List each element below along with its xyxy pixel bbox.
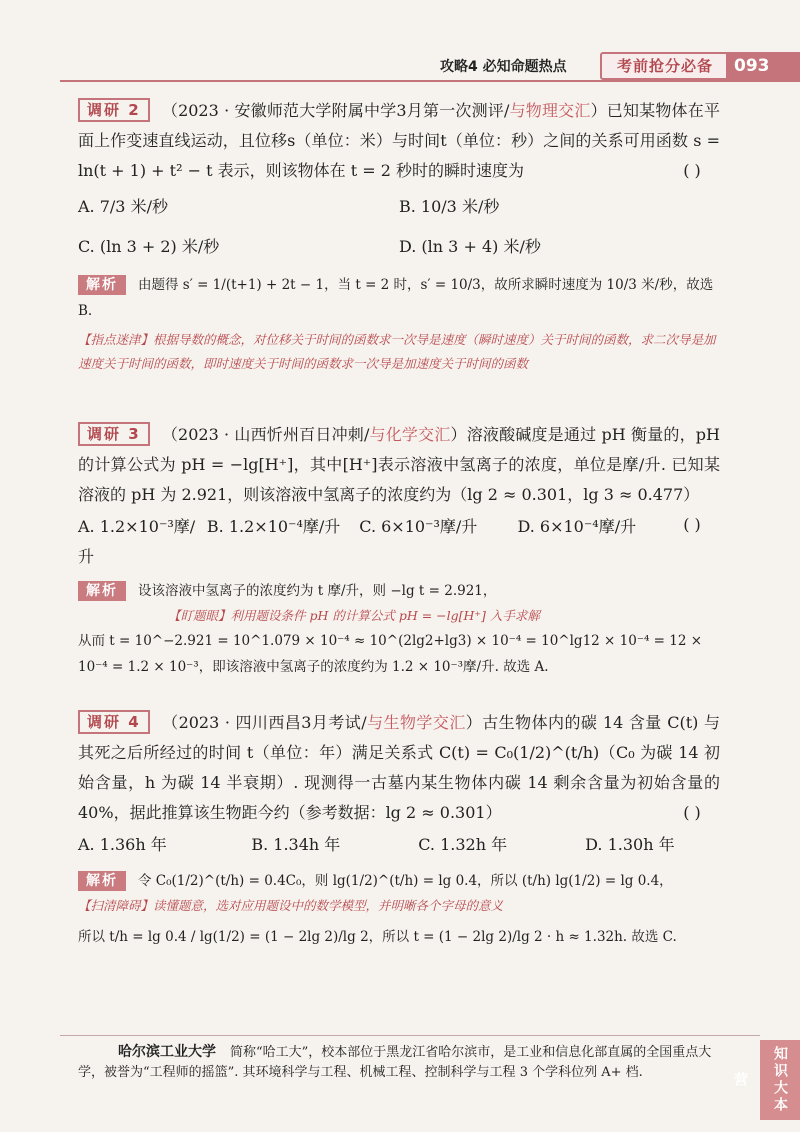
- question-4-solution-1: 解析 令 C₀(1/2)^(t/h) = 0.4C₀，则 lg(1/2)^(t/h) = lg 0.4，所以 (t/h) lg(1/2) = lg 0.4，: [78, 868, 720, 894]
- analysis-badge: 解析: [78, 275, 126, 295]
- answer-paren: ( ): [683, 803, 701, 822]
- question-4-note: 【扫清障碍】读懂题意，选对应用题设中的数学模型，并明晰各个字母的意义: [78, 898, 504, 913]
- option-c: C. 1.32h 年: [418, 835, 508, 854]
- option-d: D. (ln 3 + 4) 米/秒: [399, 237, 541, 256]
- question-2: [78, 96, 720, 376]
- strategy-title: 攻略4 必知命题热点: [440, 59, 567, 75]
- option-a: A. 7/3 米/秒: [78, 197, 168, 216]
- option-a: A. 1.36h 年: [78, 835, 167, 854]
- question-2-text: 调研 2 （2023 · 安徽师范大学附属中学3月第一次测评/与物理交汇）已知某物体在平面上作变速直线运动，且位移s（单位：米）与时间t（单位：秒）之间的关系可用函数 s = ln(t + 1) + t² − t 表示，则该物体在 t = 2 秒时的瞬时速度为 ( ): [78, 96, 720, 186]
- answer-paren: ( ): [683, 161, 701, 180]
- option-d: D. 6×10⁻⁴摩/升: [517, 517, 637, 536]
- option-c: C. 6×10⁻³摩/升: [359, 517, 478, 536]
- answer-paren: ( ): [683, 515, 701, 534]
- page-header: [0, 48, 800, 82]
- option-d: D. 1.30h 年: [585, 835, 675, 854]
- question-4-text: 调研 4 （2023 · 四川西昌3月考试/与生物学交汇）古生物体内的碳 14 含量 C(t) 与其死之后所经过的时间 t（单位：年）满足关系式 C(t) = C₀(1/2)^(t/h)（C₀ 为碳 14 初始含量，h 为碳 14 半衰期）. 现测得一古墓内某生物体内碳 14 剩余含量为初始含量的 40%，据此推算该生物距今约（参考数据：lg 2 ≈ 0.301） ( ): [78, 708, 720, 828]
- option-b: B. 1.2×10⁻⁴摩/升: [206, 517, 341, 536]
- question-2-options: [78, 192, 720, 262]
- question-4-solution-2: 所以 t/h = lg 0.4 / lg(1/2) = (1 − 2lg 2)/lg 2，所以 t = (1 − 2lg 2)/lg 2 · h ≈ 1.32h. 故选 C.: [78, 929, 677, 945]
- footer-info: [78, 1042, 718, 1083]
- option-b: B. 1.34h 年: [251, 835, 341, 854]
- option-b: B. 10/3 米/秒: [399, 197, 500, 216]
- question-3-options: [78, 512, 664, 572]
- question-3-solution-1: 解析 设该溶液中氢离子的浓度约为 t 摩/升，则 −lg t = 2.921，: [78, 578, 720, 604]
- footer-divider: [60, 1035, 760, 1036]
- question-3-note: 【盯题眼】利用题设条件 pH 的计算公式 pH = −lg[H⁺] 入手求解: [168, 608, 540, 623]
- section-tag: 考前抢分必备: [600, 52, 730, 80]
- option-a: A. 1.2×10⁻³摩/升: [78, 517, 196, 566]
- question-3: [78, 420, 720, 680]
- question-4-options: [78, 830, 720, 860]
- question-3-solution-2: 从而 t = 10^−2.921 = 10^1.079 × 10⁻⁴ ≈ 10^(2lg2+lg3) × 10⁻⁴ = 10^lg12 × 10⁻⁴ = 12 × 10⁻⁴ = 1.2 × 10⁻³，即该溶液中氢离子的浓度约为 1.2 × 10⁻³摩/升. 故选 A.: [78, 633, 703, 675]
- question-4: [78, 708, 720, 950]
- analysis-badge: 解析: [78, 871, 126, 891]
- question-2-note: 【指点迷津】根据导数的概念，对位移关于时间的函数求一次导是速度（瞬时速度）关于时间的函数，求二次导是加速度关于时间的函数，即时速度关于时间的函数求一次导是加速度关于时间的函数: [78, 332, 716, 371]
- analysis-badge: 解析: [78, 581, 126, 601]
- question-3-badge: 调研 3: [78, 422, 150, 446]
- question-2-solution: 解析 由题得 s′ = 1/(t+1) + 2t − 1，当 t = 2 时，s′ = 10/3，故所求瞬时速度为 10/3 米/秒，故选 B.: [78, 277, 714, 319]
- side-tab: 知识大本营: [760, 1040, 800, 1120]
- page-number: 093: [726, 52, 800, 80]
- footer-title: 哈尔滨工业大学: [118, 1044, 216, 1060]
- question-2-badge: 调研 2: [78, 98, 150, 122]
- question-4-badge: 调研 4: [78, 710, 150, 734]
- header-divider: [60, 80, 800, 82]
- footer-text: 简称“哈工大”，校本部位于黑龙江省哈尔滨市，是工业和信息化部直属的全国重点大学，被誉为“工程师的摇篮”. 其环境科学与工程、机械工程、控制科学与工程 3 个学科位列 A+ 档.: [78, 1045, 712, 1080]
- option-c: C. (ln 3 + 2) 米/秒: [78, 237, 220, 256]
- question-3-text: 调研 3 （2023 · 山西忻州百日冲刺/与化学交汇）溶液酸碱度是通过 pH 衡量的，pH 的计算公式为 pH = −lg[H⁺]，其中[H⁺]表示溶液中氢离子的浓度，单位是摩/升. 已知某溶液的 pH 为 2.921，则该溶液中氢离子的浓度约为（lg 2 ≈ 0.301，lg 3 ≈ 0.477） ( ): [78, 420, 720, 510]
